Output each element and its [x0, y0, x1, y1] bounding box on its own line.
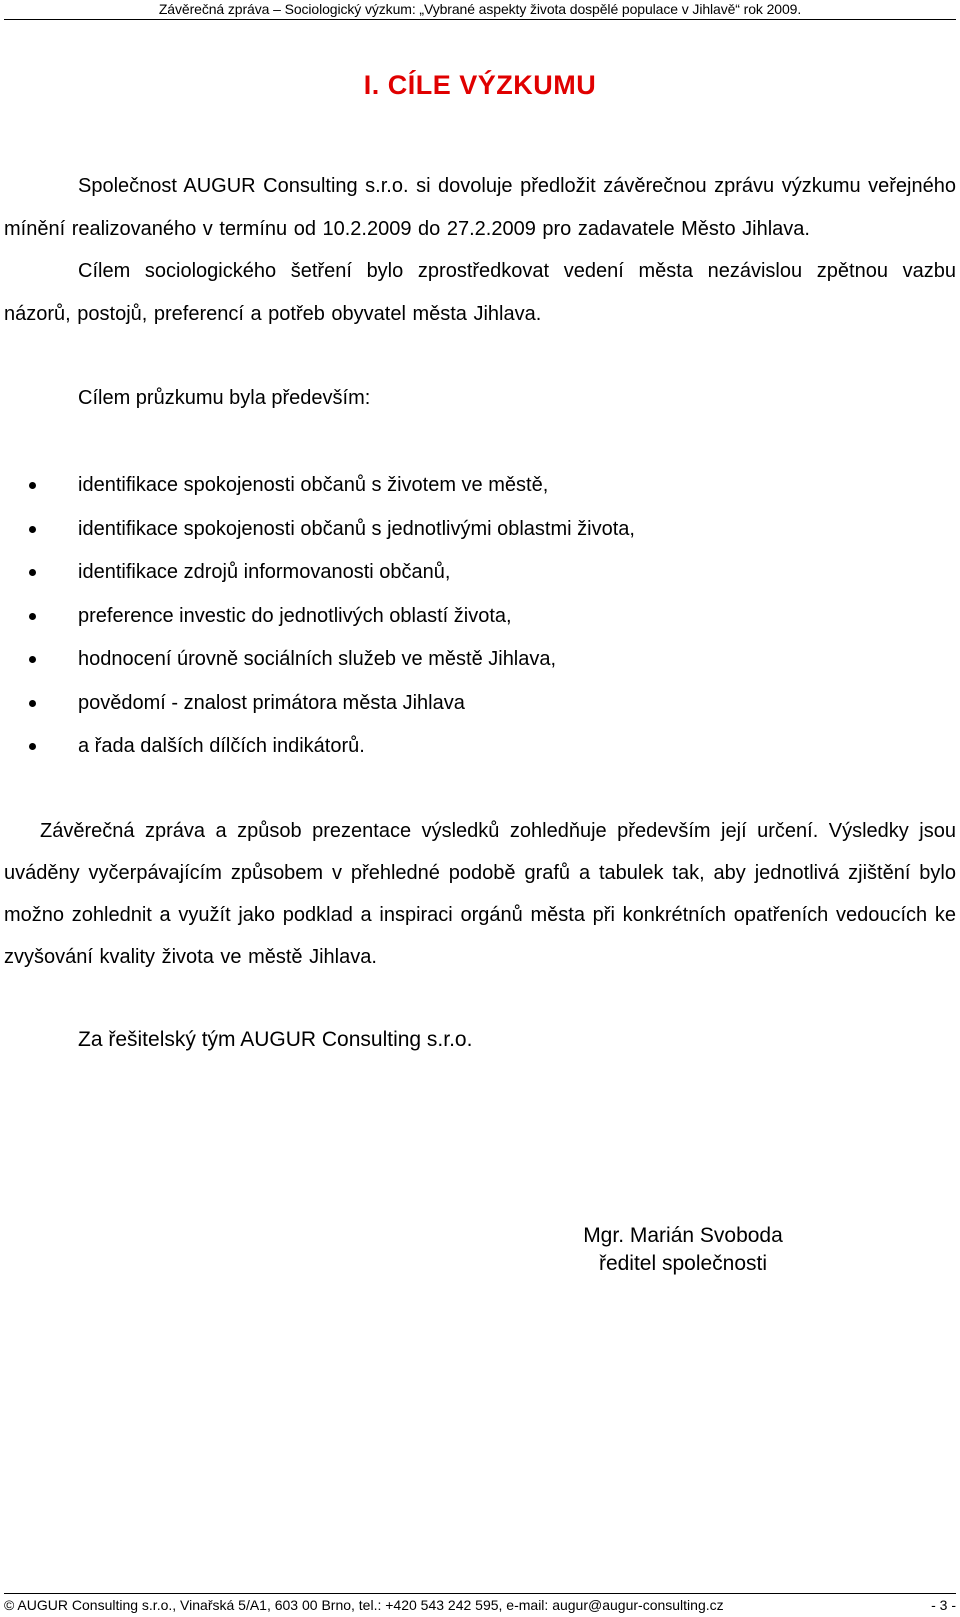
running-header: Závěrečná zpráva – Sociologický výzkum: „Vybrané aspekty života dospělé populace v Jihlavě“ rok 2009.	[158, 1, 802, 17]
goal-text: hodnocení úrovně sociálních služeb ve městě Jihlava,	[78, 648, 557, 670]
goal-text: identifikace spokojenosti občanů s životem ve městě,	[78, 474, 549, 496]
list-item	[0, 725, 960, 769]
bullet-icon	[29, 526, 36, 533]
bullet-icon	[29, 743, 36, 750]
signoff: Za řešitelský tým AUGUR Consulting s.r.o.	[78, 1028, 473, 1051]
footer	[4, 1596, 956, 1614]
list-item	[0, 551, 960, 595]
page-number: - 3 -	[931, 1597, 956, 1613]
signature-name: Mgr. Marián Svoboda	[583, 1224, 783, 1247]
list-item	[0, 508, 960, 552]
bullet-icon	[29, 700, 36, 707]
goal-text: identifikace zdrojů informovanosti občanů,	[78, 561, 451, 583]
list-item	[0, 464, 960, 508]
intro-paragraph: Společnost AUGUR Consulting s.r.o. si dovoluje předložit závěrečnou zprávu výzkumu veřejného mínění realizovaného v termínu od 10.2.2009 do 27.2.2009 pro zadavatele Město Jihlava.	[4, 175, 956, 240]
purpose-paragraph: Cílem sociologického šetření bylo zprostředkovat vedení města nezávislou zpětnou vazbu názorů, postojů, preferencí a potřeb obyvatel města Jihlava.	[4, 260, 956, 325]
bullet-icon	[29, 613, 36, 620]
signature-role: ředitel společnosti	[598, 1252, 768, 1275]
goal-text: a řada dalších dílčích indikátorů.	[78, 735, 365, 757]
header-rule	[4, 19, 956, 20]
goal-text: identifikace spokojenosti občanů s jednotlivými oblastmi života,	[78, 517, 635, 540]
goals-list	[0, 464, 960, 769]
list-item	[0, 682, 960, 726]
bullet-icon	[29, 482, 36, 489]
goal-text: preference investic do jednotlivých oblastí života,	[78, 604, 512, 627]
list-item	[0, 638, 960, 682]
bullet-icon	[29, 569, 36, 576]
footer-contact: © AUGUR Consulting s.r.o., Vinařská 5/A1, 603 00 Brno, tel.: +420 543 242 595, e-mail: augur@augur-consulting.cz	[4, 1597, 724, 1613]
footer-rule	[4, 1593, 956, 1594]
section-heading: I. CÍLE VÝZKUMU	[363, 70, 597, 100]
goals-lead: Cílem průzkumu byla především:	[78, 387, 371, 409]
report-paragraph: Závěrečná zpráva a způsob prezentace výsledků zohledňuje především její určení. Výsledky jsou uváděny vyčerpávajícím způsobem v přehledné podobě grafů a tabulek tak, aby jednotlivá zjištění bylo možno zohlednit a využít jako podklad a inspiraci orgánů města při konkrétních opatřeních vedoucích ke zvyšování kvality života ve městě Jihlava.	[4, 820, 956, 968]
signature-block	[560, 1222, 806, 1278]
goal-text: povědomí - znalost primátora města Jihlava	[78, 691, 465, 714]
list-item	[0, 595, 960, 639]
bullet-icon	[29, 656, 36, 663]
